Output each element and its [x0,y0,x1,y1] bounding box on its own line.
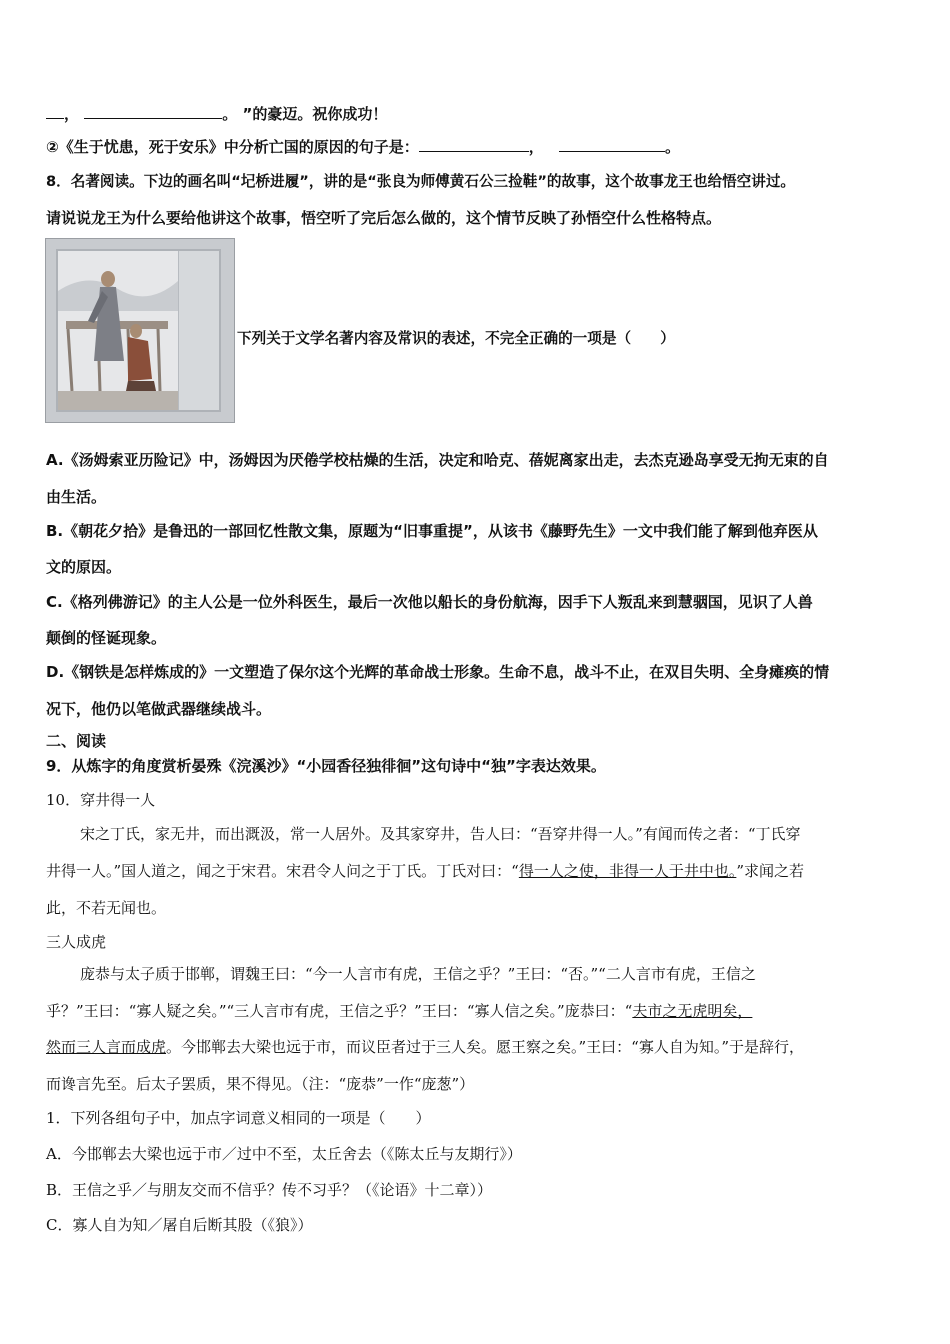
option-c-line-1: C.《格列佛游记》的主人公是一位外科医生，最后一次他以船长的身份航海，因手下人叛乱来到慧骃国，见识了人兽 [46,593,813,611]
option-a-line-2: 由生活。 [46,488,107,506]
text-fragment: 。 ”的豪迈。祝你成功！ [222,105,388,123]
passage-1-line-2 [46,861,804,881]
sub-question-1-option-b: B．王信之乎／与朋友交而不信乎？传不习乎？（《论语》十二章）） [46,1181,493,1199]
question-8-line-2: 请说说龙王为什么要给他讲这个故事，悟空听了完后怎么做的，这个情节反映了孙悟空什么性格特点。 [46,209,722,227]
answer-blank[interactable] [84,104,222,119]
text-fragment: ”求闻之若 [736,862,805,880]
passage-2-line-1: 庞恭与太子质于邯郸，谓魏王曰：“今一人言市有虎，王信之乎？”王曰：“否。”“二人言市有虎，王信之 [80,965,756,983]
sub-question-1-stem: 1．下列各组句子中，加点字词意义相同的一项是（ ） [46,1109,431,1127]
underlined-sentence: 夫市之无虎明矣， [632,1002,753,1020]
text-fragment: 。今邯郸去大梁也远于市，而议臣者过于三人矣。愿王察之矣。”王曰：“寡人自为知。”于是辞行， [166,1038,805,1056]
passage-title-1: 10．穿井得一人 [46,791,156,809]
passage-2-line-2 [46,1001,752,1021]
text-fragment: 乎？”王曰：“寡人疑之矣。”“三人言市有虎，王信之乎？”王曰：“寡人信之矣。”庞恭曰：“ [46,1002,633,1020]
figure-question: 下列关于文学名著内容及常识的表述，不完全正确的一项是（ ） [237,330,675,347]
option-b-line-2: 文的原因。 [46,558,122,576]
text-fragment: 井得一人。”国人道之，闻之于宋君。宋君令人问之于丁氏。丁氏对曰：“ [46,862,519,880]
sub-question-1-option-a: A．今邯郸去大梁也远于市／过中不至，太丘舍去（《陈太丘与友期行》） [46,1145,522,1163]
question-text: ②《生于忧患，死于安乐》中分析亡国的原因的句子是： [46,138,419,156]
underlined-sentence: 然而三人言而成虎 [46,1038,167,1056]
fill-blank-line-1 [46,104,387,124]
text-fragment: 。 [664,138,680,156]
underlined-sentence: 得一人之使，非得一人于井中也。 [518,862,737,880]
option-d-line-2: 况下，他仍以笔做武器继续战斗。 [46,700,272,718]
passage-1-line-1: 宋之丁氏，家无井，而出溉汲，常一人居外。及其家穿井，告人曰：“吾穿井得一人。”有闻而传之者：“丁氏穿 [80,825,801,843]
passage-title-2: 三人成虎 [46,933,107,951]
passage-2-line-4: 而谗言先至。后太子罢质，果不得见。（注：“庞恭”一作“庞葱”） [46,1075,475,1093]
illustration-frame [56,249,221,412]
question-8-line-1: 8．名著阅读。下边的画名叫“圮桥进履”，讲的是“张良为师傅黄石公三捡鞋”的故事，这个故事龙王也给悟空讲过。 [46,173,796,190]
section-heading: 二、阅读 [46,732,107,750]
text-fragment: ， [528,138,544,156]
option-c-line-2: 颠倒的怪诞现象。 [46,629,167,647]
question-9: 9．从炼字的角度赏析晏殊《浣溪沙》“小园香径独徘徊”这句诗中“独”字表达效果。 [46,757,606,775]
answer-blank[interactable] [559,137,665,152]
passage-2-line-3 [46,1037,804,1057]
scroll-ornament [178,251,219,410]
option-b-line-1: B.《朝花夕拾》是鲁迅的一部回忆性散文集，原题为“旧事重提”，从该书《藤野先生》一文中我们能了解到他弃医从 [46,522,818,540]
passage-1-line-3: 此，不若无闻也。 [46,899,167,917]
answer-blank[interactable] [46,104,64,119]
answer-blank[interactable] [419,137,529,152]
illustration-bridge-shoe [45,238,235,423]
sub-question-1-option-c: C．寡人自为知／屠自后断其股（《狼》） [46,1216,313,1234]
fill-blank-line-2 [46,137,680,157]
option-d-line-1: D.《钢铁是怎样炼成的》一文塑造了保尔这个光辉的革命战士形象。生命不息，战斗不止，在双目失明、全身瘫痪的情 [46,663,830,681]
option-a-line-1: A.《汤姆索亚历险记》中，汤姆因为厌倦学校枯燥的生活，决定和哈克、蓓妮离家出走，去杰克逊岛享受无拘无束的自 [46,451,829,469]
text-fragment: ， [64,105,80,123]
